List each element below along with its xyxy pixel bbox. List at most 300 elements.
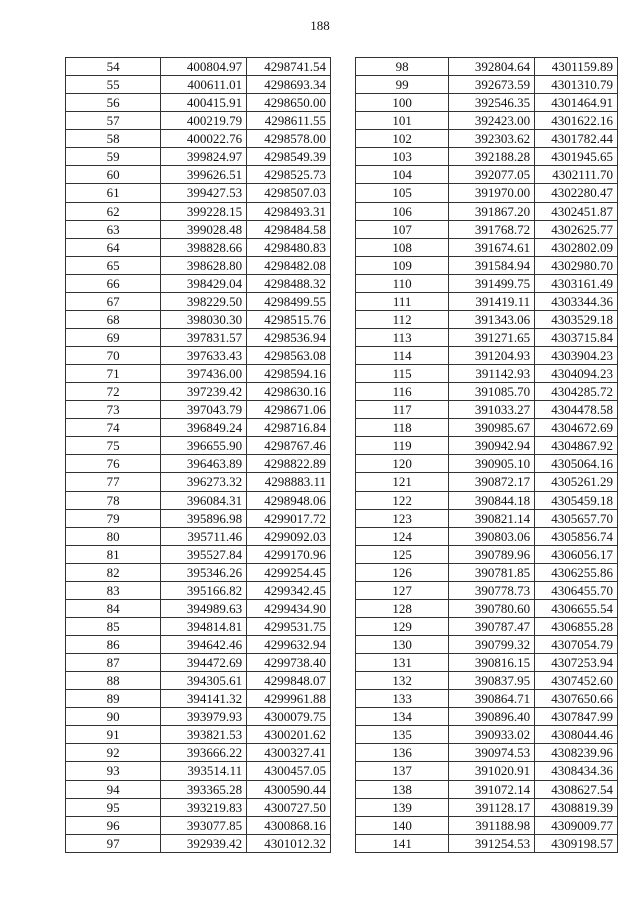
y-coordinate-cell: 4298493.31 (247, 202, 331, 220)
point-number-cell: 127 (356, 581, 449, 599)
point-number-cell: 139 (356, 798, 449, 816)
x-coordinate-cell: 392077.05 (449, 166, 535, 184)
table-row (356, 798, 618, 816)
point-number-cell: 141 (356, 834, 449, 852)
y-coordinate-cell: 4308239.96 (535, 744, 618, 762)
table-row (66, 780, 331, 798)
point-number-cell: 57 (66, 112, 161, 130)
table-row (66, 816, 331, 834)
point-number-cell: 137 (356, 762, 449, 780)
point-number-cell: 82 (66, 563, 161, 581)
y-coordinate-cell: 4303904.23 (535, 347, 618, 365)
page-number: 188 (310, 18, 330, 33)
table-row (66, 798, 331, 816)
point-number-cell: 117 (356, 401, 449, 419)
y-coordinate-cell: 4298507.03 (247, 184, 331, 202)
y-coordinate-cell: 4304285.72 (535, 383, 618, 401)
x-coordinate-cell: 395527.84 (161, 545, 247, 563)
y-coordinate-cell: 4300727.50 (247, 798, 331, 816)
table-row (356, 491, 618, 509)
x-coordinate-cell: 396084.31 (161, 491, 247, 509)
x-coordinate-cell: 391867.20 (449, 202, 535, 220)
y-coordinate-cell: 4299092.03 (247, 527, 331, 545)
table-row (66, 166, 331, 184)
x-coordinate-cell: 391254.53 (449, 834, 535, 852)
y-coordinate-cell: 4307054.79 (535, 636, 618, 654)
point-number-cell: 77 (66, 473, 161, 491)
y-coordinate-cell: 4299531.75 (247, 617, 331, 635)
x-coordinate-cell: 390985.67 (449, 419, 535, 437)
table-row (66, 726, 331, 744)
y-coordinate-cell: 4301159.89 (535, 58, 618, 76)
table-row (66, 58, 331, 76)
table-row (356, 292, 618, 310)
x-coordinate-cell: 391343.06 (449, 310, 535, 328)
point-number-cell: 103 (356, 148, 449, 166)
point-number-cell: 54 (66, 58, 161, 76)
table-row (66, 148, 331, 166)
x-coordinate-cell: 390942.94 (449, 437, 535, 455)
y-coordinate-cell: 4303161.49 (535, 274, 618, 292)
x-coordinate-cell: 397633.43 (161, 347, 247, 365)
x-coordinate-cell: 390905.10 (449, 455, 535, 473)
x-coordinate-cell: 393077.85 (161, 816, 247, 834)
point-number-cell: 110 (356, 274, 449, 292)
table-row (356, 328, 618, 346)
table-row (356, 220, 618, 238)
x-coordinate-cell: 390974.53 (449, 744, 535, 762)
y-coordinate-cell: 4301310.79 (535, 76, 618, 94)
y-coordinate-cell: 4298482.08 (247, 256, 331, 274)
point-number-cell: 109 (356, 256, 449, 274)
y-coordinate-cell: 4298822.89 (247, 455, 331, 473)
x-coordinate-cell: 392673.59 (449, 76, 535, 94)
y-coordinate-cell: 4298480.83 (247, 238, 331, 256)
x-coordinate-cell: 390789.96 (449, 545, 535, 563)
x-coordinate-cell: 391033.27 (449, 401, 535, 419)
table-row (66, 274, 331, 292)
y-coordinate-cell: 4304478.58 (535, 401, 618, 419)
table-row (356, 238, 618, 256)
table-row (356, 509, 618, 527)
y-coordinate-cell: 4298716.84 (247, 419, 331, 437)
table-row (356, 383, 618, 401)
point-number-cell: 95 (66, 798, 161, 816)
y-coordinate-cell: 4306855.28 (535, 617, 618, 635)
y-coordinate-cell: 4299738.40 (247, 654, 331, 672)
x-coordinate-cell: 400022.76 (161, 130, 247, 148)
y-coordinate-cell: 4307650.66 (535, 690, 618, 708)
x-coordinate-cell: 390933.02 (449, 726, 535, 744)
y-coordinate-cell: 4305657.70 (535, 509, 618, 527)
table-row (66, 347, 331, 365)
x-coordinate-cell: 399824.97 (161, 148, 247, 166)
table-row (356, 76, 618, 94)
x-coordinate-cell: 392804.64 (449, 58, 535, 76)
table-row (66, 94, 331, 112)
table-row (66, 419, 331, 437)
x-coordinate-cell: 392939.42 (161, 834, 247, 852)
table-row (66, 527, 331, 545)
x-coordinate-cell: 399427.53 (161, 184, 247, 202)
x-coordinate-cell: 391204.93 (449, 347, 535, 365)
y-coordinate-cell: 4300868.16 (247, 816, 331, 834)
point-number-cell: 56 (66, 94, 161, 112)
point-number-cell: 99 (356, 76, 449, 94)
y-coordinate-cell: 4300079.75 (247, 708, 331, 726)
y-coordinate-cell: 4307452.60 (535, 672, 618, 690)
point-number-cell: 86 (66, 636, 161, 654)
point-number-cell: 120 (356, 455, 449, 473)
table-row (356, 762, 618, 780)
point-number-cell: 102 (356, 130, 449, 148)
point-number-cell: 130 (356, 636, 449, 654)
x-coordinate-cell: 395711.46 (161, 527, 247, 545)
table-row (66, 690, 331, 708)
point-number-cell: 85 (66, 617, 161, 635)
point-number-cell: 93 (66, 762, 161, 780)
table-row (66, 76, 331, 94)
y-coordinate-cell: 4298515.76 (247, 310, 331, 328)
x-coordinate-cell: 390816.15 (449, 654, 535, 672)
x-coordinate-cell: 394642.46 (161, 636, 247, 654)
y-coordinate-cell: 4306056.17 (535, 545, 618, 563)
point-number-cell: 67 (66, 292, 161, 310)
x-coordinate-cell: 391499.75 (449, 274, 535, 292)
table-row (356, 708, 618, 726)
table-row (66, 744, 331, 762)
table-row (66, 130, 331, 148)
table-row (356, 473, 618, 491)
x-coordinate-cell: 394472.69 (161, 654, 247, 672)
y-coordinate-cell: 4298767.46 (247, 437, 331, 455)
table-row (356, 617, 618, 635)
point-number-cell: 123 (356, 509, 449, 527)
point-number-cell: 115 (356, 365, 449, 383)
x-coordinate-cell: 390896.40 (449, 708, 535, 726)
table-row (66, 328, 331, 346)
x-coordinate-cell: 394989.63 (161, 599, 247, 617)
table-row (356, 726, 618, 744)
table-row (356, 58, 618, 76)
point-number-cell: 62 (66, 202, 161, 220)
y-coordinate-cell: 4299254.45 (247, 563, 331, 581)
y-coordinate-cell: 4299434.90 (247, 599, 331, 617)
x-coordinate-cell: 391128.17 (449, 798, 535, 816)
point-number-cell: 66 (66, 274, 161, 292)
table-row (66, 401, 331, 419)
y-coordinate-cell: 4299848.07 (247, 672, 331, 690)
point-number-cell: 94 (66, 780, 161, 798)
point-number-cell: 118 (356, 419, 449, 437)
table-row (66, 238, 331, 256)
table-row (66, 563, 331, 581)
x-coordinate-cell: 390872.17 (449, 473, 535, 491)
table-row (356, 310, 618, 328)
table-row (356, 365, 618, 383)
x-coordinate-cell: 392546.35 (449, 94, 535, 112)
table-row (66, 256, 331, 274)
point-number-cell: 88 (66, 672, 161, 690)
y-coordinate-cell: 4298611.55 (247, 112, 331, 130)
y-coordinate-cell: 4307253.94 (535, 654, 618, 672)
table-row (66, 202, 331, 220)
point-number-cell: 116 (356, 383, 449, 401)
point-number-cell: 87 (66, 654, 161, 672)
x-coordinate-cell: 395346.26 (161, 563, 247, 581)
y-coordinate-cell: 4300457.05 (247, 762, 331, 780)
y-coordinate-cell: 4301464.91 (535, 94, 618, 112)
x-coordinate-cell: 391271.65 (449, 328, 535, 346)
x-coordinate-cell: 394141.32 (161, 690, 247, 708)
point-number-cell: 112 (356, 310, 449, 328)
y-coordinate-cell: 4308819.39 (535, 798, 618, 816)
point-number-cell: 70 (66, 347, 161, 365)
table-row (356, 184, 618, 202)
point-number-cell: 131 (356, 654, 449, 672)
x-coordinate-cell: 397831.57 (161, 328, 247, 346)
y-coordinate-cell: 4304094.23 (535, 365, 618, 383)
x-coordinate-cell: 390781.85 (449, 563, 535, 581)
table-row (356, 581, 618, 599)
point-number-cell: 124 (356, 527, 449, 545)
table-row (66, 184, 331, 202)
y-coordinate-cell: 4301012.32 (247, 834, 331, 852)
x-coordinate-cell: 391142.93 (449, 365, 535, 383)
x-coordinate-cell: 394814.81 (161, 617, 247, 635)
table-row (66, 599, 331, 617)
table-row (356, 347, 618, 365)
point-number-cell: 71 (66, 365, 161, 383)
x-coordinate-cell: 390837.95 (449, 672, 535, 690)
y-coordinate-cell: 4308434.36 (535, 762, 618, 780)
x-coordinate-cell: 391674.61 (449, 238, 535, 256)
point-number-cell: 96 (66, 816, 161, 834)
point-number-cell: 97 (66, 834, 161, 852)
point-number-cell: 63 (66, 220, 161, 238)
table-row (356, 166, 618, 184)
point-number-cell: 74 (66, 419, 161, 437)
y-coordinate-cell: 4299170.96 (247, 545, 331, 563)
y-coordinate-cell: 4298484.58 (247, 220, 331, 238)
table-row (356, 256, 618, 274)
x-coordinate-cell: 391768.72 (449, 220, 535, 238)
point-number-cell: 125 (356, 545, 449, 563)
table-row (66, 636, 331, 654)
table-row (356, 834, 618, 852)
y-coordinate-cell: 4300327.41 (247, 744, 331, 762)
x-coordinate-cell: 396655.90 (161, 437, 247, 455)
y-coordinate-cell: 4298693.34 (247, 76, 331, 94)
table-row (356, 744, 618, 762)
point-number-cell: 136 (356, 744, 449, 762)
y-coordinate-cell: 4298525.73 (247, 166, 331, 184)
y-coordinate-cell: 4308627.54 (535, 780, 618, 798)
x-coordinate-cell: 399028.48 (161, 220, 247, 238)
y-coordinate-cell: 4298650.00 (247, 94, 331, 112)
table-row (66, 617, 331, 635)
x-coordinate-cell: 391188.98 (449, 816, 535, 834)
y-coordinate-cell: 4303529.18 (535, 310, 618, 328)
point-number-cell: 132 (356, 672, 449, 690)
point-number-cell: 55 (66, 76, 161, 94)
table-row (356, 816, 618, 834)
x-coordinate-cell: 393219.83 (161, 798, 247, 816)
point-number-cell: 89 (66, 690, 161, 708)
y-coordinate-cell: 4301622.16 (535, 112, 618, 130)
table-row (356, 780, 618, 798)
table-row (356, 455, 618, 473)
point-number-cell: 126 (356, 563, 449, 581)
y-coordinate-cell: 4300590.44 (247, 780, 331, 798)
y-coordinate-cell: 4309198.57 (535, 834, 618, 852)
x-coordinate-cell: 394305.61 (161, 672, 247, 690)
x-coordinate-cell: 396849.24 (161, 419, 247, 437)
table-row (66, 383, 331, 401)
point-number-cell: 78 (66, 491, 161, 509)
y-coordinate-cell: 4298741.54 (247, 58, 331, 76)
table-row (66, 708, 331, 726)
table-row (356, 545, 618, 563)
table-row (356, 148, 618, 166)
y-coordinate-cell: 4306255.86 (535, 563, 618, 581)
x-coordinate-cell: 396463.89 (161, 455, 247, 473)
table-row (66, 762, 331, 780)
table-row (356, 654, 618, 672)
table-row (356, 401, 618, 419)
x-coordinate-cell: 396273.32 (161, 473, 247, 491)
table-row (356, 563, 618, 581)
table-row (356, 112, 618, 130)
y-coordinate-cell: 4298671.06 (247, 401, 331, 419)
y-coordinate-cell: 4299632.94 (247, 636, 331, 654)
x-coordinate-cell: 393821.53 (161, 726, 247, 744)
y-coordinate-cell: 4299961.88 (247, 690, 331, 708)
y-coordinate-cell: 4305856.74 (535, 527, 618, 545)
point-number-cell: 81 (66, 545, 161, 563)
x-coordinate-cell: 390787.47 (449, 617, 535, 635)
table-row (66, 220, 331, 238)
x-coordinate-cell: 400415.91 (161, 94, 247, 112)
y-coordinate-cell: 4308044.46 (535, 726, 618, 744)
point-number-cell: 129 (356, 617, 449, 635)
y-coordinate-cell: 4298883.11 (247, 473, 331, 491)
table-row (356, 690, 618, 708)
y-coordinate-cell: 4299342.45 (247, 581, 331, 599)
y-coordinate-cell: 4298488.32 (247, 274, 331, 292)
x-coordinate-cell: 395166.82 (161, 581, 247, 599)
y-coordinate-cell: 4298549.39 (247, 148, 331, 166)
x-coordinate-cell: 390821.14 (449, 509, 535, 527)
table-row (66, 437, 331, 455)
point-number-cell: 64 (66, 238, 161, 256)
point-number-cell: 114 (356, 347, 449, 365)
y-coordinate-cell: 4301945.65 (535, 148, 618, 166)
point-number-cell: 104 (356, 166, 449, 184)
x-coordinate-cell: 398429.04 (161, 274, 247, 292)
y-coordinate-cell: 4305459.18 (535, 491, 618, 509)
x-coordinate-cell: 397239.42 (161, 383, 247, 401)
y-coordinate-cell: 4298536.94 (247, 328, 331, 346)
point-number-cell: 69 (66, 328, 161, 346)
table-row (356, 437, 618, 455)
point-number-cell: 128 (356, 599, 449, 617)
table-row (66, 581, 331, 599)
y-coordinate-cell: 4304672.69 (535, 419, 618, 437)
point-number-cell: 68 (66, 310, 161, 328)
point-number-cell: 108 (356, 238, 449, 256)
point-number-cell: 135 (356, 726, 449, 744)
point-number-cell: 107 (356, 220, 449, 238)
x-coordinate-cell: 393979.93 (161, 708, 247, 726)
point-number-cell: 119 (356, 437, 449, 455)
table-row (66, 365, 331, 383)
y-coordinate-cell: 4298578.00 (247, 130, 331, 148)
table-row (66, 112, 331, 130)
y-coordinate-cell: 4304867.92 (535, 437, 618, 455)
y-coordinate-cell: 4298499.55 (247, 292, 331, 310)
x-coordinate-cell: 391419.11 (449, 292, 535, 310)
point-number-cell: 60 (66, 166, 161, 184)
table-row (66, 491, 331, 509)
point-number-cell: 58 (66, 130, 161, 148)
coordinate-table-right (355, 57, 618, 853)
point-number-cell: 106 (356, 202, 449, 220)
y-coordinate-cell: 4305261.29 (535, 473, 618, 491)
table-row (356, 672, 618, 690)
table-row (66, 834, 331, 852)
point-number-cell: 133 (356, 690, 449, 708)
point-number-cell: 98 (356, 58, 449, 76)
table-row (356, 636, 618, 654)
x-coordinate-cell: 400219.79 (161, 112, 247, 130)
x-coordinate-cell: 399228.15 (161, 202, 247, 220)
x-coordinate-cell: 398628.80 (161, 256, 247, 274)
y-coordinate-cell: 4306455.70 (535, 581, 618, 599)
y-coordinate-cell: 4305064.16 (535, 455, 618, 473)
x-coordinate-cell: 391072.14 (449, 780, 535, 798)
y-coordinate-cell: 4298948.06 (247, 491, 331, 509)
point-number-cell: 83 (66, 581, 161, 599)
table-row (356, 419, 618, 437)
table-row (356, 94, 618, 112)
y-coordinate-cell: 4302802.09 (535, 238, 618, 256)
y-coordinate-cell: 4299017.72 (247, 509, 331, 527)
table-row (66, 455, 331, 473)
table-row (356, 527, 618, 545)
point-number-cell: 73 (66, 401, 161, 419)
point-number-cell: 100 (356, 94, 449, 112)
x-coordinate-cell: 397436.00 (161, 365, 247, 383)
x-coordinate-cell: 390780.60 (449, 599, 535, 617)
table-row (66, 473, 331, 491)
point-number-cell: 111 (356, 292, 449, 310)
y-coordinate-cell: 4302451.87 (535, 202, 618, 220)
table-row (356, 274, 618, 292)
y-coordinate-cell: 4302280.47 (535, 184, 618, 202)
x-coordinate-cell: 398229.50 (161, 292, 247, 310)
x-coordinate-cell: 392423.00 (449, 112, 535, 130)
point-number-cell: 101 (356, 112, 449, 130)
x-coordinate-cell: 398030.30 (161, 310, 247, 328)
coordinate-table-left (65, 57, 331, 853)
x-coordinate-cell: 393365.28 (161, 780, 247, 798)
x-coordinate-cell: 400611.01 (161, 76, 247, 94)
point-number-cell: 121 (356, 473, 449, 491)
point-number-cell: 134 (356, 708, 449, 726)
x-coordinate-cell: 391584.94 (449, 256, 535, 274)
x-coordinate-cell: 393514.11 (161, 762, 247, 780)
